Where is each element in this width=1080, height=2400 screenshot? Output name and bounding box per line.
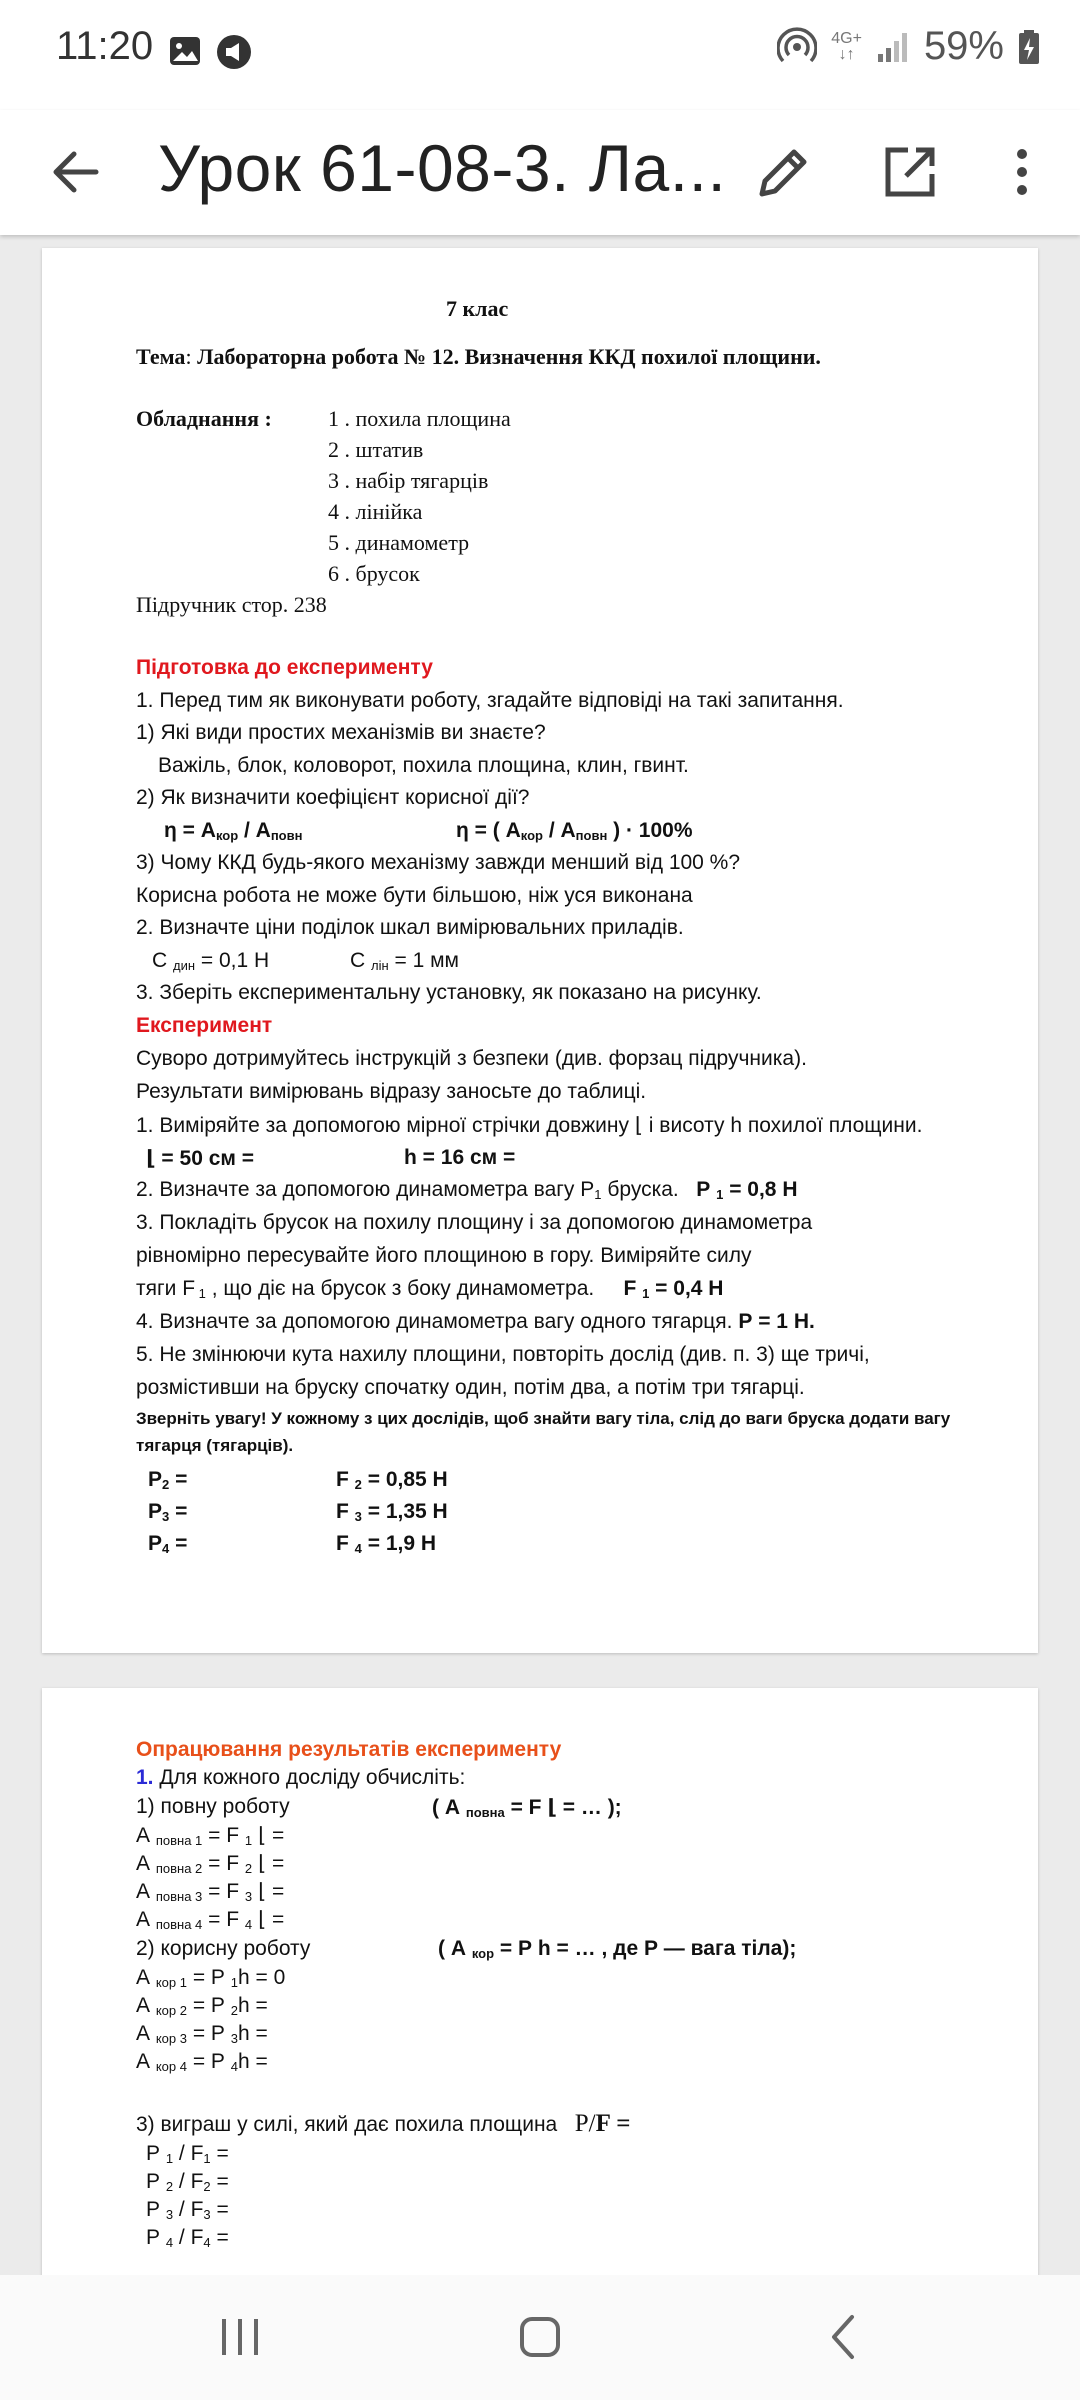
equipment-item: 2 . штатив	[328, 437, 424, 462]
recent-apps-icon[interactable]	[210, 2307, 270, 2367]
answer-1-3: Корисна робота не може бути більшою, ніж уся виконана	[136, 884, 693, 907]
image-notification-icon	[168, 34, 202, 68]
useful-work-row: А $_{кор 1}$ = Р $_1$h = 0	[136, 1966, 286, 1990]
force-row-2: F $_2$ = 0,85 Н	[336, 1468, 448, 1492]
safety-note: Суворо дотримуйтесь інструкцій з безпеки (див. форзац підручника).	[136, 1047, 807, 1070]
question-1-3: 3) Чому ККД будь-якого механізму завжди менший від 100 %?	[136, 851, 741, 874]
step-5-line-2: розмістивши на бруску спочатку один, потім два, а потім три тягарці.	[136, 1376, 805, 1399]
open-in-new-icon[interactable]	[878, 140, 942, 204]
useful-work-label: 2) корисну роботу	[136, 1937, 311, 1960]
nav-back-icon[interactable]	[814, 2307, 874, 2367]
scale-division-ruler: С $_{лін}$ = 1 мм	[350, 949, 459, 973]
equipment-item: 6 . брусок	[328, 561, 420, 586]
step-2: 2. Визначте за допомогою динамометра вагу $Р_1$ бруска. Р $_1$ = 0,8 Н	[136, 1178, 798, 1202]
battery-percent: 59%	[923, 24, 1004, 68]
app-bar	[0, 110, 1080, 235]
weight-row-3: $Р_3$ =	[148, 1500, 188, 1524]
prep-heading: Підготовка до експерименту	[136, 656, 433, 679]
pencil-icon[interactable]	[752, 140, 816, 204]
step-3-line-1: 3. Покладіть брусок на похилу площину і за допомогою динамометра	[136, 1211, 813, 1234]
useful-work-row: А $_{кор 2}$ = Р $_2$h =	[136, 1994, 268, 2018]
question-1-1: 1) Які види простих механізмів ви знаєте?	[136, 721, 546, 744]
equipment-label: Обладнання :	[136, 406, 272, 431]
force-row-4: F $_4$ = 1,9 Н	[336, 1532, 437, 1556]
question-1-2: 2) Як визначити коефіцієнт корисної дії?	[136, 786, 530, 809]
status-bar	[0, 0, 1080, 110]
navigation-bar	[0, 2275, 1080, 2400]
full-work-row: А $_{повна 3}$ = F $_3$ ⌊ =	[136, 1880, 285, 1904]
equipment-item: 5 . динамометр	[328, 530, 470, 555]
attention-note-1: Зверніть увагу! У кожному з цих дослідів, щоб знайти вагу тіла, слід до ваги бруска додати вагу	[136, 1409, 951, 1428]
clock: 11:20	[56, 24, 154, 68]
grade-heading: 7 клас	[446, 296, 509, 321]
question-3: 3. Зберіть експериментальну установку, як показано на рисунку.	[136, 981, 762, 1004]
processing-intro: 1. Для кожного досліду обчисліть:	[136, 1766, 466, 1789]
signal-icon	[876, 30, 910, 64]
useful-work-formula: ( А $_{кор}$ = Р h = … , де Р — вага тіла);	[438, 1937, 797, 1961]
traction-force-result: F $_1$ = 0,4 Н	[623, 1277, 724, 1301]
hotspot-icon	[777, 27, 817, 67]
results-note: Результати вимірювань відразу заносьте до таблиці.	[136, 1080, 647, 1103]
equipment-item: 1 . похила площина	[328, 406, 511, 431]
textbook-reference: Підручник стор. 238	[136, 592, 327, 617]
force-gain-row: Р $_2 / F_2$ =	[146, 2170, 229, 2194]
length-value: ⌊ = 50 см =	[146, 1147, 255, 1170]
experiment-heading: Експеримент	[136, 1014, 273, 1037]
useful-work-row: А $_{кор 3}$ = Р $_3$h =	[136, 2022, 268, 2046]
equipment-item: 4 . лінійка	[328, 499, 423, 524]
topic-line: Тема: Лабораторна робота № 12. Визначення ККД похилої площини.	[136, 344, 821, 369]
force-gain-label: 3) виграш у силі, який дає похила площина Р/F =	[136, 2110, 631, 2137]
more-vert-icon[interactable]	[990, 140, 1054, 204]
force-gain-row: Р $_1 / F_1$ =	[146, 2142, 229, 2166]
efficiency-formula-1: $\eta = А_{кор} / А_{повн}$	[164, 819, 303, 843]
force-row-3: F $_3$ = 1,35 Н	[336, 1500, 448, 1524]
full-work-row: А $_{повна 1}$ = F $_1$ ⌊ =	[136, 1824, 285, 1848]
full-work-formula: ( А $_{повна}$ = F ⌊ = … );	[432, 1796, 622, 1820]
full-work-row: А $_{повна 4}$ = F $_4$ ⌊ =	[136, 1908, 285, 1932]
attention-note-2: тягарця (тягарців).	[136, 1436, 294, 1455]
step-3-line-2: рівномірно пересувайте його площиною в гору. Виміряйте силу	[136, 1244, 752, 1267]
weight-row-2: $Р_2$ =	[148, 1468, 188, 1492]
full-work-row: А $_{повна 2}$ = F $_2$ ⌊ =	[136, 1852, 285, 1876]
status-icons	[777, 24, 1040, 69]
full-work-label: 1) повну роботу	[136, 1795, 290, 1818]
height-value: h = 16 см =	[404, 1146, 516, 1169]
scale-division-dynamometer: С $_{дин}$ = 0,1 Н	[152, 949, 270, 973]
processing-heading: Опрацювання результатів експерименту	[136, 1738, 562, 1761]
block-weight-result: Р $_1$ = 0,8 Н	[696, 1178, 798, 1202]
question-2: 2. Визначте ціни поділок шкал вимірювальних приладів.	[136, 916, 684, 939]
step-1: 1. Виміряйте за допомогою мірної стрічки довжину ⌊ і висоту h похилої площини.	[136, 1114, 923, 1137]
announcement-icon	[216, 34, 252, 70]
home-icon[interactable]	[510, 2307, 570, 2367]
notification-icons	[168, 34, 252, 70]
force-gain-row: Р $_3 / F_3$ =	[146, 2198, 229, 2222]
document-title: Урок 61-08-3. Ла...	[158, 131, 727, 205]
useful-work-row: А $_{кор 4}$ = Р $_4$h =	[136, 2050, 268, 2074]
force-gain-row: Р $_4 / F_4$ =	[146, 2226, 229, 2250]
answer-1-1: Важіль, блок, коловорот, похила площина, клин, гвинт.	[158, 754, 689, 777]
step-5-line-1: 5. Не змінюючи кута нахилу площини, повторіть дослід (див. п. 3) ще тричі,	[136, 1343, 870, 1366]
question-1: 1. Перед тим як виконувати роботу, згадайте відповіді на такі запитання.	[136, 689, 844, 712]
efficiency-formula-2: η = ( $А_{кор} / А_{повн}$ ) · 100%	[456, 819, 693, 843]
arrow-back-icon[interactable]	[44, 140, 108, 204]
network-type: 4G+ ↓↑	[831, 29, 862, 63]
equipment-item: 3 . набір тягарців	[328, 468, 489, 493]
step-4: 4. Визначте за допомогою динамометра вагу одного тягарця. Р = 1 Н.	[136, 1310, 815, 1333]
step-3-line-3: тяги F $_1$ , що діє на брусок з боку динамометра. F $_1$ = 0,4 Н	[136, 1277, 724, 1301]
battery-icon	[1018, 29, 1040, 65]
weight-row-4: $Р_4$ =	[148, 1532, 188, 1556]
